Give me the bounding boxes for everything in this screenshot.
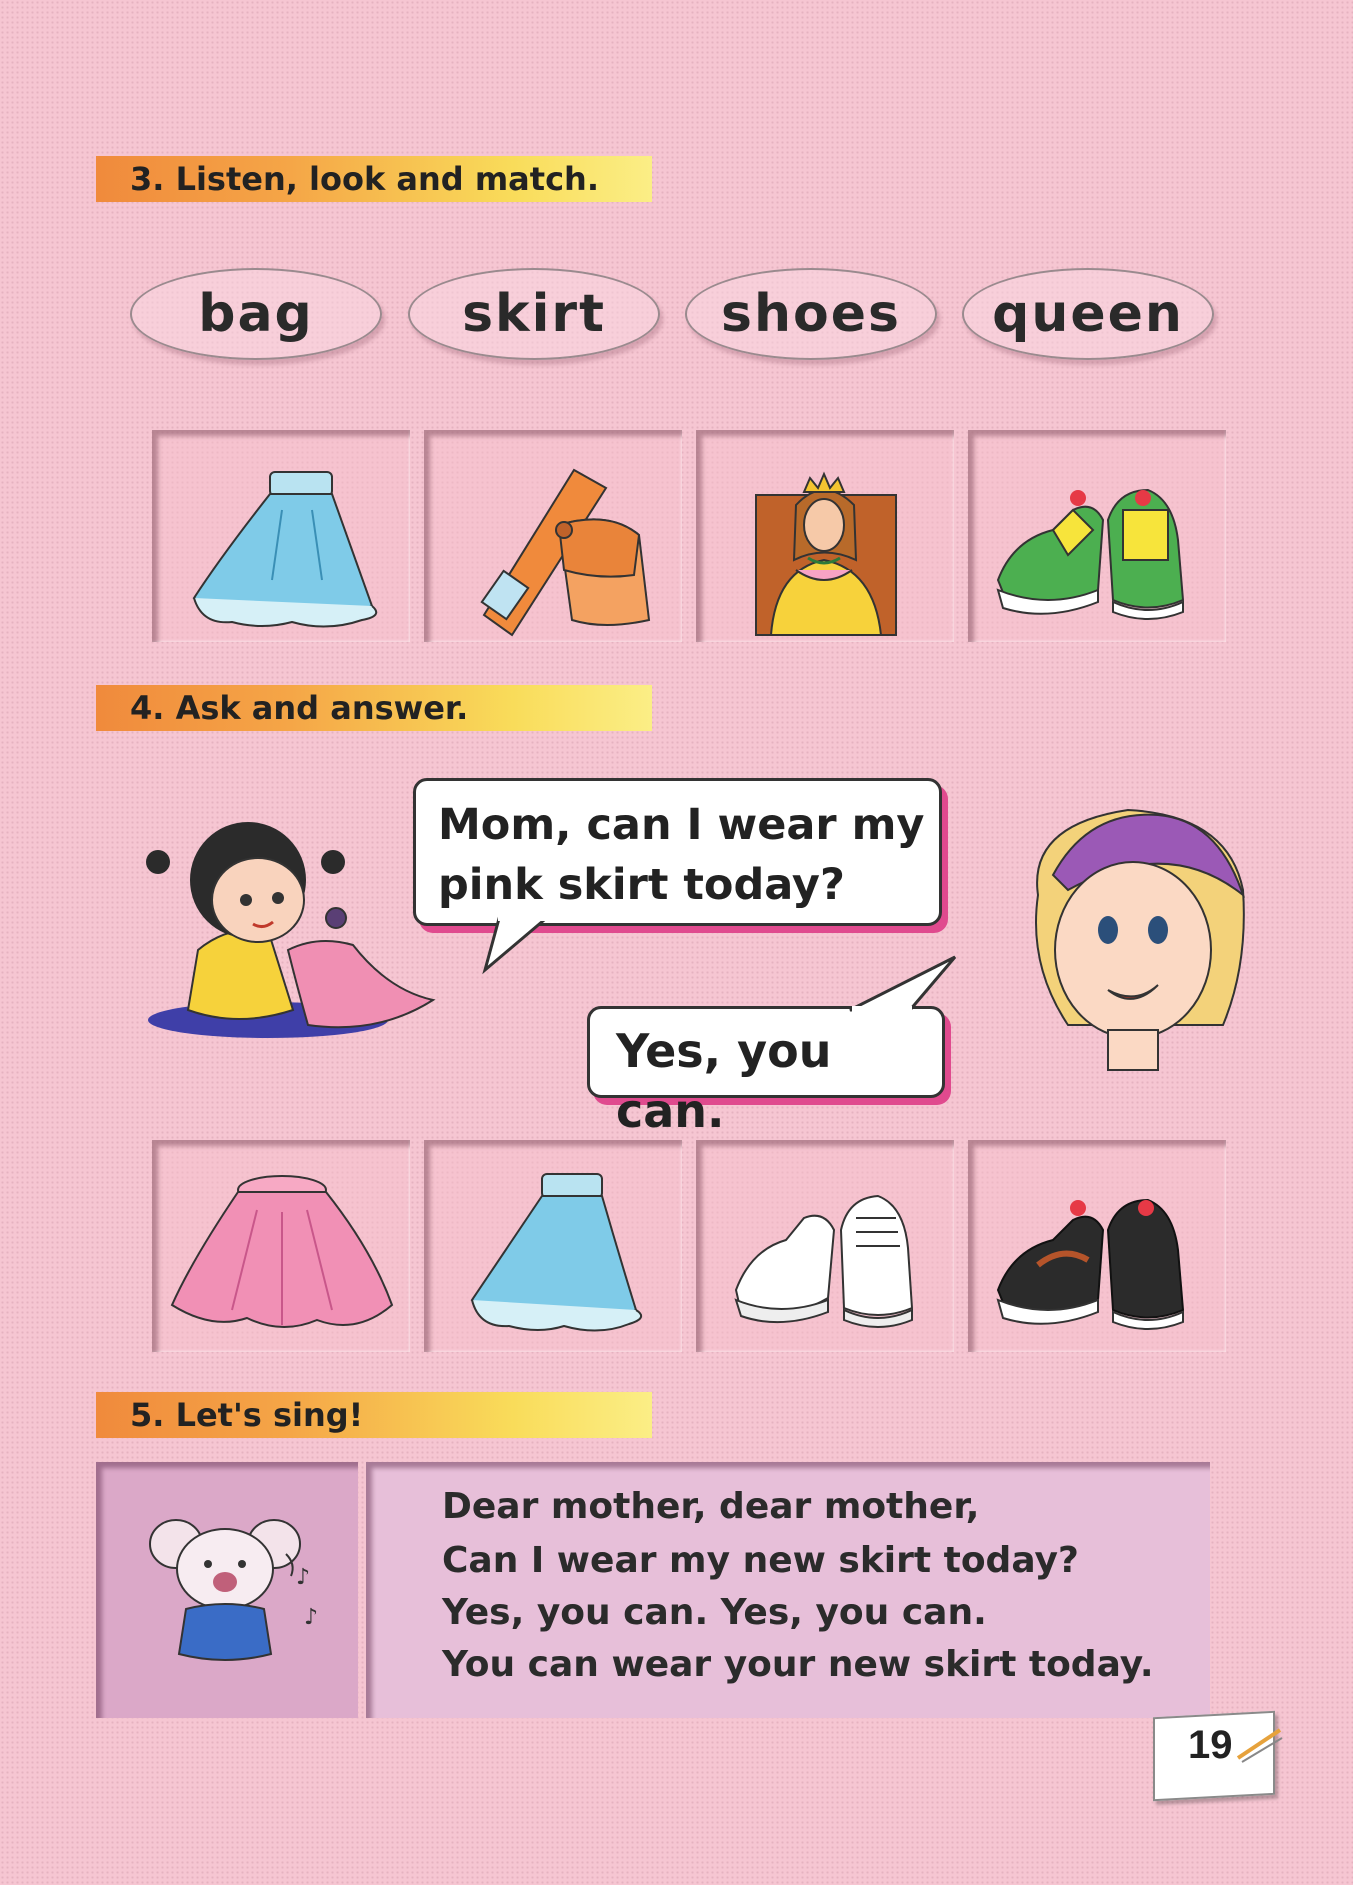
picture-white-shoes[interactable]	[696, 1140, 954, 1352]
picture-pink-skirt[interactable]	[152, 1140, 410, 1352]
question-bubble-tail	[480, 915, 580, 975]
bag-icon	[424, 430, 682, 642]
section-5-title: 5. Let's sing!	[96, 1392, 652, 1438]
girl-with-skirt-icon	[118, 800, 448, 1040]
skirt-icon	[424, 1140, 682, 1352]
picture-queen[interactable]	[696, 430, 954, 642]
song-line-1: Dear mother, dear mother,	[442, 1486, 980, 1527]
koala-icon	[146, 1514, 326, 1674]
word-oval-shoes[interactable]: shoes	[685, 268, 937, 360]
song-picture-panel	[96, 1462, 358, 1718]
question-bubble	[413, 778, 942, 926]
shoes-icon	[968, 1140, 1226, 1352]
svg-text:♪: ♪	[296, 1565, 311, 1590]
shoes-icon	[968, 430, 1226, 642]
song-line-4: You can wear your new skirt today.	[442, 1644, 1154, 1685]
picture-blue-skirt-2[interactable]	[424, 1140, 682, 1352]
question-text-line-2: pink skirt today?	[438, 860, 845, 910]
picture-black-shoes[interactable]	[968, 1140, 1226, 1352]
song-line-3: Yes, you can. Yes, you can.	[442, 1592, 987, 1633]
word-oval-skirt[interactable]: skirt	[408, 268, 660, 360]
word-oval-bag[interactable]: bag	[130, 268, 382, 360]
question-text-line-1: Mom, can I wear my	[438, 800, 925, 850]
song-lyrics-panel	[366, 1462, 1210, 1718]
picture-blue-skirt[interactable]	[152, 430, 410, 642]
skirt-icon	[152, 1140, 410, 1352]
answer-bubble	[587, 1006, 945, 1138]
section-3-title: 3. Listen, look and match.	[96, 156, 652, 202]
answer-text: Yes, you can.	[616, 1024, 832, 1138]
shoes-icon	[696, 1140, 954, 1352]
song-line-2: Can I wear my new skirt today?	[442, 1540, 1079, 1581]
picture-orange-bag[interactable]	[424, 430, 682, 642]
pencil-icon	[1236, 1724, 1284, 1764]
song-panel	[96, 1462, 1210, 1718]
picture-green-shoes[interactable]	[968, 430, 1226, 642]
mother-face-icon	[1008, 795, 1258, 1085]
section-4-title: 4. Ask and answer.	[96, 685, 652, 731]
svg-text:♪: ♪	[304, 1605, 319, 1630]
queen-icon	[696, 430, 954, 642]
answer-bubble-tail	[840, 952, 960, 1012]
word-oval-queen[interactable]: queen	[962, 268, 1214, 360]
page-number: 19	[1188, 1723, 1233, 1767]
skirt-icon	[152, 430, 410, 642]
